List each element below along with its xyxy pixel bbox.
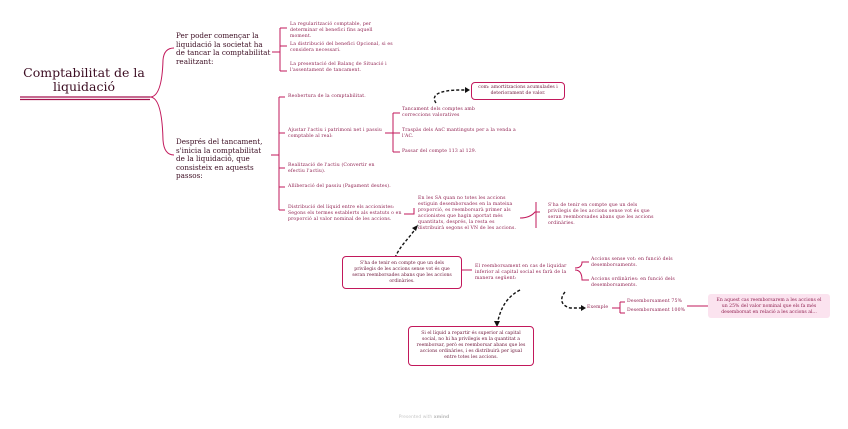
reimbursement-rule[interactable]: El reemborsament en cas de liquidar inferior al capital social es farà de la manera següent: bbox=[475, 264, 567, 281]
section-after-closing[interactable]: Després del tancament, s'inicia la comptabilitat de la liquidació, que consisteix en aquests passos: bbox=[176, 137, 263, 181]
example-note[interactable]: En aquest cas reemborsarem a les accions el un 25% del valor nominal que els fa més desemborsat en relació a les accions al... bbox=[708, 294, 830, 318]
before-item-benefit-distribution[interactable]: La distribució del benefici Opcional, si es considera necessari. bbox=[290, 42, 393, 53]
step-adjust[interactable]: Ajustar l'actiu i patrimoni net i passiu comptable al real: bbox=[288, 128, 382, 139]
section-before-closing[interactable]: Per poder començar la liquidació la societat ha de tancar la comptabilitat realitzant: bbox=[176, 31, 271, 66]
before-item-regularization[interactable]: La regularització comptable, per determinar el benefici fins aquell moment. bbox=[290, 22, 373, 39]
adjust-item-transfer[interactable]: Traspàs dels AnC mantinguts per a la venda a l'AC. bbox=[402, 128, 516, 139]
footer-attribution bbox=[0, 415, 848, 420]
xmind-logo: xmind bbox=[433, 415, 450, 420]
sa-note[interactable]: En les SA quan no totes les accions estiguin desemborsades en la mateixa proporció, es reemborsarà primer als accionistes que hagin aportat més quantitats, després, la resta es distribuirà segons el VN de les accions. bbox=[418, 196, 517, 231]
central-topic[interactable]: Comptabilitat de la liquidació bbox=[23, 65, 145, 94]
adjust-item-valuation[interactable]: Tancament dels comptes amb correccions valoratives bbox=[402, 107, 475, 118]
step-realize-assets[interactable]: Realització de l'actiu (Convertir en efectiu l'actiu). bbox=[288, 163, 375, 174]
privilege-box[interactable]: S'ha de tenir en compte que un dels privilegis de les accions sense vot és que seran reemborsades abans que les accions ordinàries. bbox=[342, 256, 462, 289]
privilege-note[interactable]: S'ha de tenir en compte que un dels privilegis de les accions sense vot és que seran reemborsades abans que les accions ordinàries. bbox=[548, 203, 654, 226]
adjust-item-account[interactable]: Passar del compte 113 al 129. bbox=[402, 149, 477, 154]
example-value-100[interactable]: Desemborsament 100% bbox=[627, 308, 686, 313]
step-settle-liabilities[interactable]: Alliberació del passiu (Pagament deutes). bbox=[288, 184, 391, 189]
example-label[interactable]: Exemple bbox=[587, 305, 609, 310]
example-value-75[interactable]: Desemborsament 75% bbox=[627, 299, 683, 304]
amortization-note[interactable]: com: amortitzacions acumulades i deteriorament de valor. bbox=[471, 82, 565, 100]
surplus-box[interactable]: Si el líquid a repartir és superior al capital social, no hi ha privilegis en la quantitat a reemborsar, però es reemborsar abans que les accions ordinàries, i es distribuirà per igual entre totes les accions. bbox=[408, 326, 534, 366]
share-type-no-vote[interactable]: Accions sense vot: en funció dels desemborsaments. bbox=[591, 257, 673, 268]
step-distribution[interactable]: Distribució del líquid entre els accionistes: Segons els termes establerts als estatuts o en proporció al valor nominal de les accions. bbox=[288, 205, 402, 222]
step-reopening[interactable]: Reobertura de la comptabilitat. bbox=[288, 94, 366, 99]
before-item-balance-sheet[interactable]: La presentació del Balanç de Situació i l'assentament de tancament. bbox=[290, 62, 387, 73]
footer-prefix: Presented with bbox=[398, 415, 433, 420]
share-type-ordinary[interactable]: Accions ordinàries: en funció dels desemborsaments. bbox=[591, 277, 675, 288]
